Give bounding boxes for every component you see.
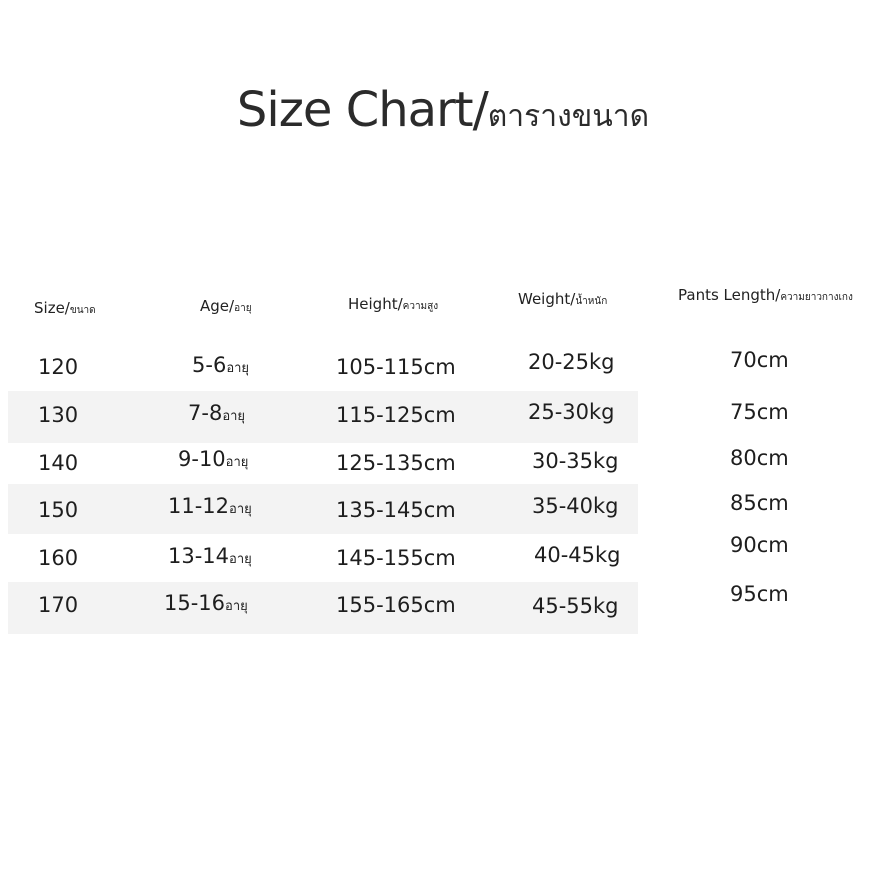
cell-size: 120	[38, 355, 79, 379]
cell-height: 125-135cm	[336, 451, 456, 475]
header-weight: Weight/น้ำหนัก	[518, 290, 608, 308]
cell-pants: 90cm	[730, 533, 789, 557]
title-thai: ตารางขนาด	[487, 99, 650, 134]
cell-weight: 40-45kg	[534, 543, 621, 567]
cell-age: 9-10อายุ	[178, 447, 249, 471]
cell-height: 145-155cm	[336, 546, 456, 570]
cell-pants: 95cm	[730, 582, 789, 606]
cell-weight: 20-25kg	[528, 350, 615, 374]
cell-size: 170	[38, 593, 79, 617]
header-height: Height/ความสูง	[348, 295, 439, 313]
cell-age: 15-16อายุ	[164, 591, 248, 615]
cell-weight: 45-55kg	[532, 594, 619, 618]
cell-height: 135-145cm	[336, 498, 456, 522]
cell-size: 160	[38, 546, 79, 570]
cell-size: 150	[38, 498, 79, 522]
page-title	[0, 82, 886, 140]
cell-pants: 70cm	[730, 348, 789, 372]
cell-pants: 80cm	[730, 446, 789, 470]
cell-size: 140	[38, 451, 79, 475]
cell-age: 11-12อายุ	[168, 494, 252, 518]
cell-height: 115-125cm	[336, 403, 456, 427]
header-age: Age/อายุ	[200, 297, 252, 315]
header-pants-length: Pants Length/ความยาวกางเกง	[678, 286, 853, 304]
cell-weight: 25-30kg	[528, 400, 615, 424]
cell-age: 7-8อายุ	[188, 401, 246, 425]
cell-pants: 75cm	[730, 400, 789, 424]
cell-age: 5-6อายุ	[192, 353, 250, 377]
header-size: Size/ขนาด	[34, 299, 96, 317]
cell-height: 105-115cm	[336, 355, 456, 379]
cell-height: 155-165cm	[336, 593, 456, 617]
cell-weight: 35-40kg	[532, 494, 619, 518]
cell-age: 13-14อายุ	[168, 544, 252, 568]
cell-pants: 85cm	[730, 491, 789, 515]
cell-size: 130	[38, 403, 79, 427]
cell-weight: 30-35kg	[532, 449, 619, 473]
title-main: Size Chart/	[236, 82, 488, 138]
